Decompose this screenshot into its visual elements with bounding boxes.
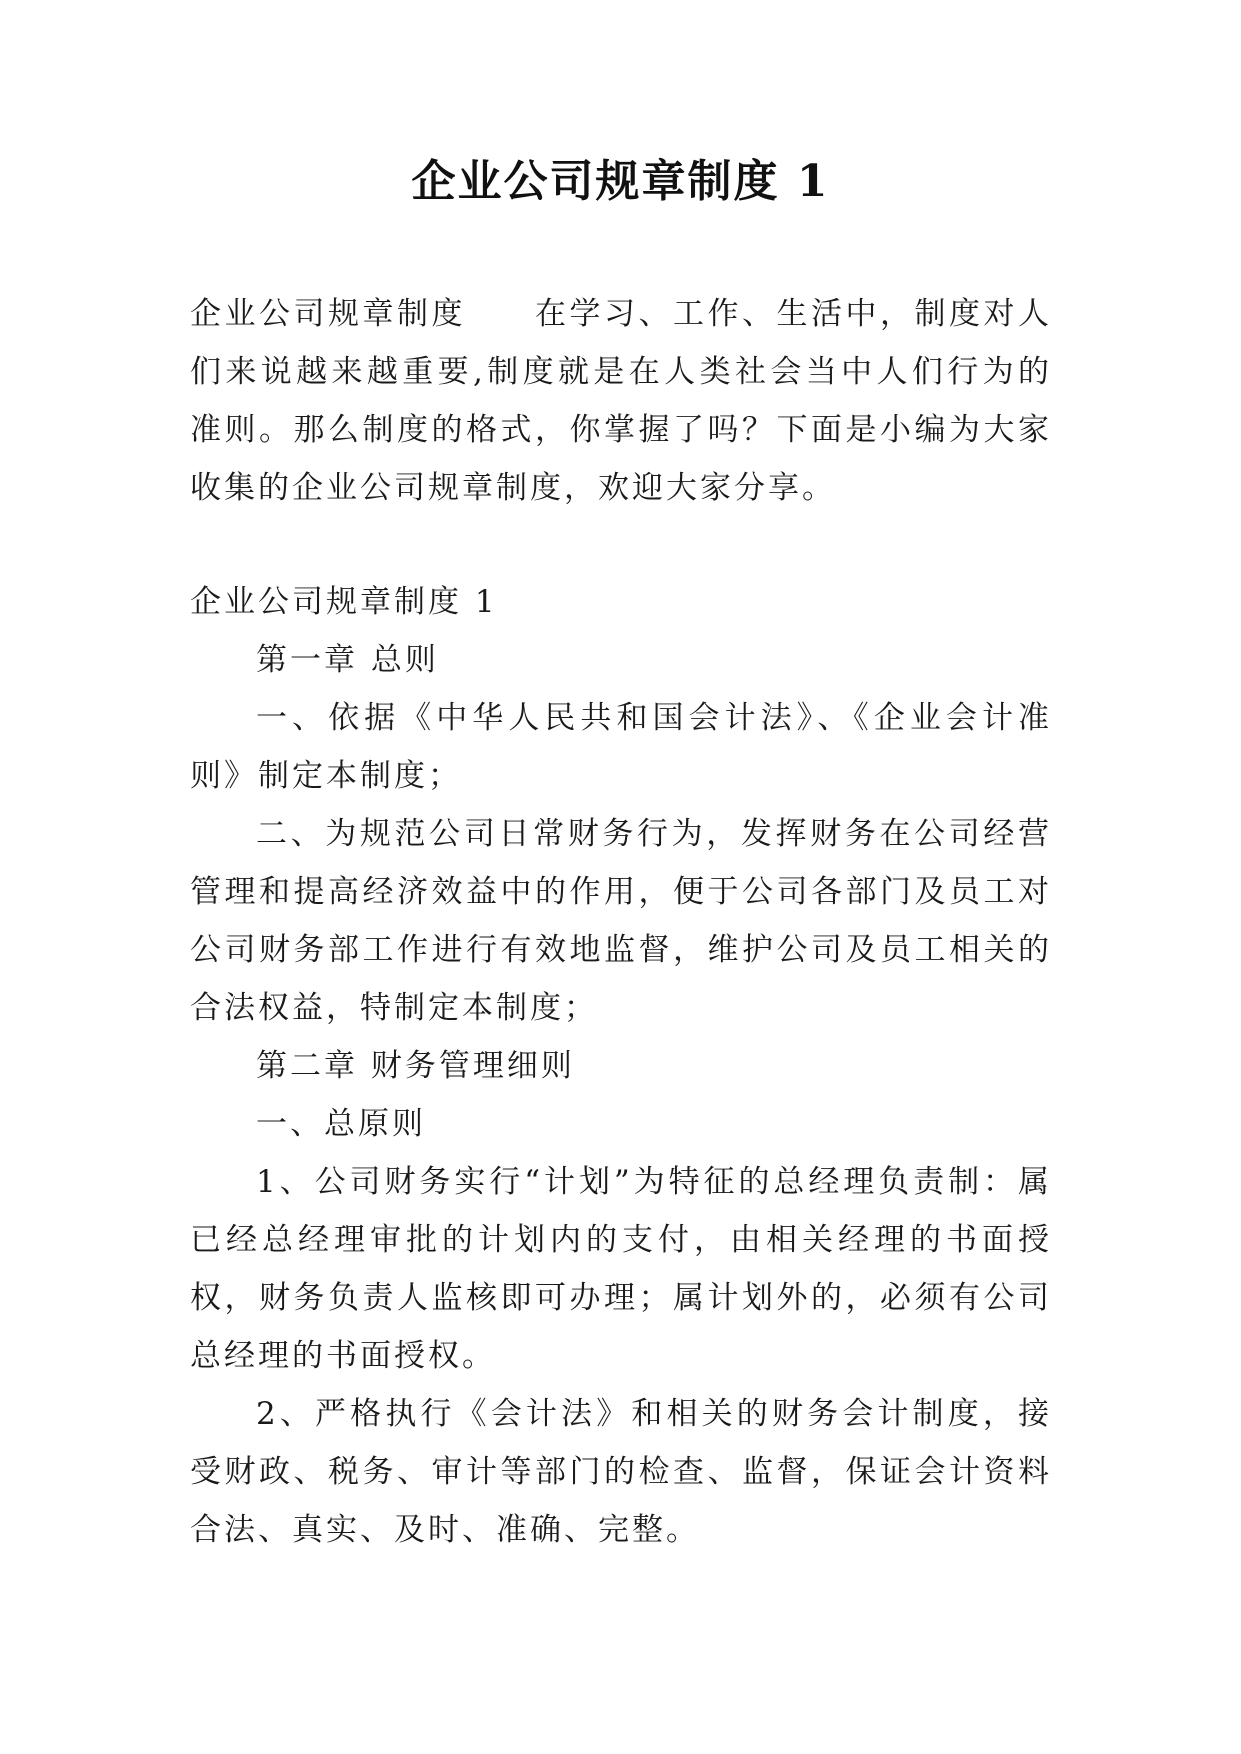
subsection-heading: 一、总原则 [256, 1106, 426, 1142]
chapter-heading: 第一章 总则 [256, 642, 439, 678]
article-paragraph: 1、公司财务实行“计划”为特征的总经理负责制：属已经总经理审批的计划内的支付，由相关经理的书面授权，财务负责人监核即可办理；属计划外的，必须有公司总经理的书面授权。 [190, 1164, 1052, 1374]
document-title: 企业公司规章制度 1 [411, 156, 830, 207]
chapter-heading: 第二章 财务管理细则 [256, 1048, 575, 1084]
section-heading: 企业公司规章制度 1 [190, 584, 498, 620]
article-paragraph: 二、为规范公司日常财务行为，发挥财务在公司经营管理和提高经济效益中的作用，便于公司各部门及员工对公司财务部工作进行有效地监督，维护公司及员工相关的合法权益，特制定本制度； [190, 816, 1052, 1026]
article-paragraph: 一、依据《中华人民共和国会计法》、《企业会计准则》制定本制度； [190, 700, 1052, 794]
section-body [190, 631, 1052, 1559]
article-paragraph: 2、严格执行《会计法》和相关的财务会计制度，接受财政、税务、审计等部门的检查、监督，保证会计资料合法、真实、及时、准确、完整。 [190, 1396, 1052, 1548]
intro-paragraph: 企业公司规章制度 在学习、工作、生活中，制度对人们来说越来越重要,制度就是在人类社会当中人们行为的准则。那么制度的格式，你掌握了吗？下面是小编为大家收集的企业公司规章制度，欢迎大家分享。 [190, 296, 1052, 506]
